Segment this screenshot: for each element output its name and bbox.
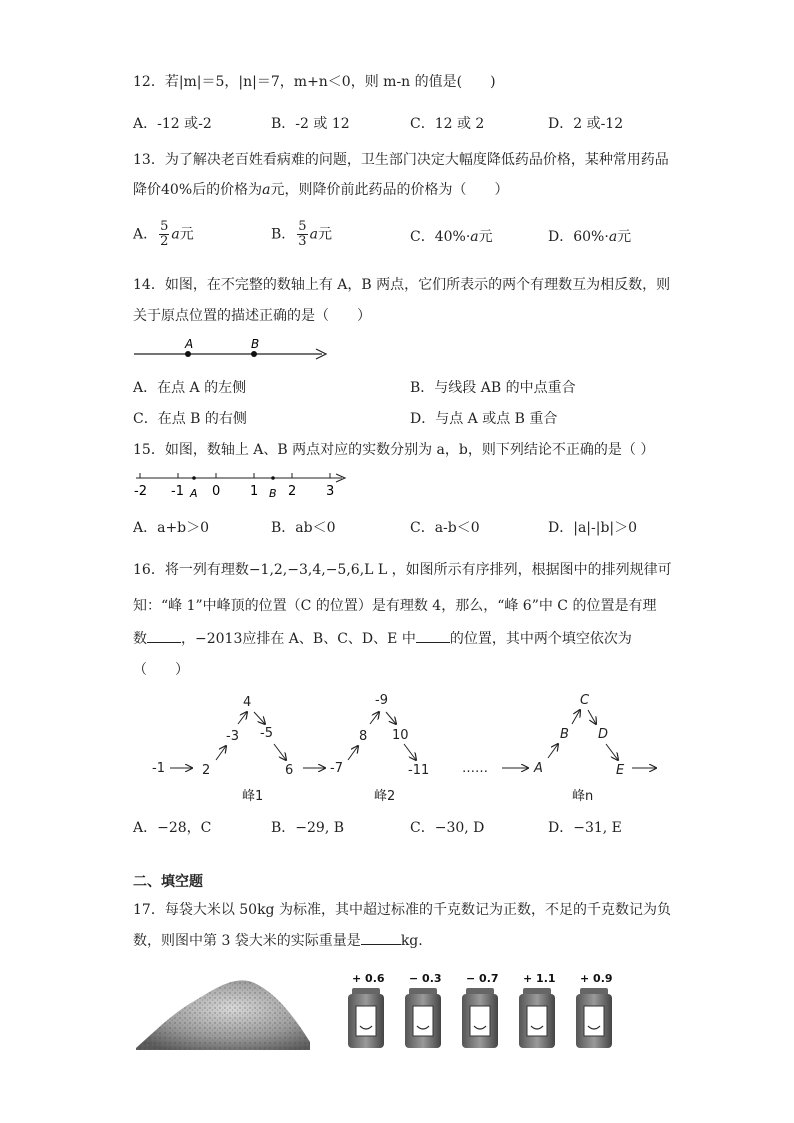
q14-line2: 关于原点位置的描述正确的是（ ） <box>133 308 371 324</box>
q16-peak-diagram <box>150 688 670 806</box>
q16-option-b: B．−29, B <box>271 820 345 836</box>
point-b-label: B <box>269 487 277 500</box>
q16-line3: 数 ，−2013应排在 A、B、C、D、E 中 的位置，其中两个填空依次为 <box>133 628 632 649</box>
q14-number-line <box>130 334 335 364</box>
bag-label-patch <box>584 1006 604 1036</box>
q12-stem: 12．若|m|＝5，|n|＝7，m+n＜0，则 m-n 的值是( ) <box>133 74 496 90</box>
section-title: 二、填空题 <box>133 874 203 890</box>
peakn-letter: D <box>598 727 609 742</box>
q12-option-c: C．12 或 2 <box>410 116 485 132</box>
q14-option-c: C．在点 B 的右侧 <box>133 411 247 427</box>
bag-weight-label: + 1.1 <box>523 972 556 985</box>
bag-label-patch <box>413 1006 433 1036</box>
bag-weight-label: + 0.9 <box>580 972 613 985</box>
answer-blank <box>361 930 401 945</box>
q16-line4: （ ） <box>133 662 189 678</box>
point-a-label: A <box>190 487 198 500</box>
peak1-value: 2 <box>202 763 211 778</box>
peak1-value: -1 <box>152 761 165 776</box>
peakn-letter: E <box>616 763 625 778</box>
rice-bag <box>348 972 385 1048</box>
q12-option-a: A．-12 或-2 <box>133 116 212 132</box>
bag-label-patch <box>356 1006 376 1036</box>
q15-number-line <box>130 466 355 502</box>
point-a-dot <box>192 476 196 480</box>
q14-option-d: D．与点 A 或点 B 重合 <box>410 411 558 427</box>
peak2-value: 8 <box>359 729 368 744</box>
q14-option-b: B．与线段 AB 的中点重合 <box>410 380 576 396</box>
rice-bag <box>462 972 499 1048</box>
peakn-letter: A <box>534 761 543 776</box>
q13-line2: 降价40%后的价格为a元，则降价前此药品的价格为（ ） <box>133 182 509 198</box>
q13-option-c: C．40%·a元 <box>410 229 493 245</box>
peak-caption: 峰1 <box>242 789 264 804</box>
point-b-dot <box>271 476 275 480</box>
rice-bags-figure <box>340 970 630 1054</box>
point-a-label: A <box>185 337 194 351</box>
q15-option-c: C．a-b＜0 <box>410 520 480 536</box>
peak2-value: -7 <box>330 761 343 776</box>
q12-option-d: D．2 或-12 <box>548 116 624 132</box>
peak-caption: 峰2 <box>374 789 396 804</box>
peakn-letter: C <box>580 693 590 708</box>
q13-option-a: A． $\frac{5}{2}$ a元 <box>133 219 194 249</box>
q14-line1: 14．如图，在不完整的数轴上有 A，B 两点，它们所表示的两个有理数互为相反数，则 <box>133 277 671 293</box>
q13-option-b: B． $\frac{5}{3}$ a元 <box>271 219 332 249</box>
peak2-value: -11 <box>408 763 430 778</box>
bag-label-patch <box>470 1006 490 1036</box>
tick-label: 2 <box>288 484 297 499</box>
ellipsis: …… <box>462 761 488 776</box>
answer-blank <box>147 628 181 643</box>
q17-line1: 17．每袋大米以 50kg 为标准，其中超过标准的千克数记为正数，不足的千克数记为负 <box>133 902 671 918</box>
q15-option-b: B．ab＜0 <box>271 520 336 536</box>
tick-marks <box>140 473 330 478</box>
bag-weight-label: − 0.3 <box>409 972 442 985</box>
rice-pile-image <box>134 962 312 1054</box>
peak1-value: -5 <box>260 726 273 741</box>
q15-option-a: A．a+b＞0 <box>133 520 210 536</box>
tick-label: 1 <box>250 484 259 499</box>
peak2-value: -9 <box>375 693 388 708</box>
rice-bag <box>519 972 556 1048</box>
peak1-value: 6 <box>285 763 294 778</box>
q15-option-d: D．|a|-|b|＞0 <box>548 520 638 536</box>
q14-option-a: A．在点 A 的左侧 <box>133 380 247 396</box>
q13-option-d: D．60%·a元 <box>548 229 632 245</box>
point-b-dot <box>251 351 257 357</box>
tick-label: -1 <box>171 484 184 499</box>
peak2-value: 10 <box>392 728 409 743</box>
rice-bag <box>405 972 442 1048</box>
tick-label: 3 <box>326 484 335 499</box>
q15-stem: 15．如图，数轴上 A、B 两点对应的实数分别为 a，b，则下列结论不正确的是（ ） <box>133 442 655 458</box>
peakn-letter: B <box>560 727 569 742</box>
q16-option-c: C．−30, D <box>410 820 485 836</box>
fraction: $\frac{5}{2}$ <box>160 219 169 249</box>
peak1-value: 4 <box>243 695 252 710</box>
q13-line1: 13．为了解决老百姓看病难的问题，卫生部门决定大幅度降低药品价格，某种常用药品 <box>133 152 669 168</box>
q16-option-a: A．−28，C <box>133 820 212 836</box>
fraction: $\frac{5}{3}$ <box>298 219 307 249</box>
q17-line2: 数，则图中第 3 袋大米的实际重量是 kg. <box>133 930 423 951</box>
tick-label: 0 <box>212 484 221 499</box>
peak1-value: -3 <box>226 729 239 744</box>
q12-option-b: B．-2 或 12 <box>271 116 350 132</box>
point-a-dot <box>185 351 191 357</box>
point-b-label: B <box>251 337 260 351</box>
bag-weight-label: − 0.7 <box>466 972 499 985</box>
q16-line1: 16．将一列有理数−1,2,−3,4,−5,6,L L ，如图所示有序排列，根据图中的排列规律可 <box>133 562 672 578</box>
q16-line2: 知：“峰 1”中峰顶的位置（C 的位置）是有理数 4，那么，“峰 6”中 C 的位置是有理 <box>133 598 657 614</box>
bag-label-patch <box>527 1006 547 1036</box>
q16-option-d: D．−31, E <box>548 820 622 836</box>
tick-label: -2 <box>134 484 147 499</box>
bag-weight-label: + 0.6 <box>352 972 385 985</box>
answer-blank <box>416 628 450 643</box>
peak-caption: 峰n <box>572 789 594 804</box>
rice-bag <box>576 972 613 1048</box>
